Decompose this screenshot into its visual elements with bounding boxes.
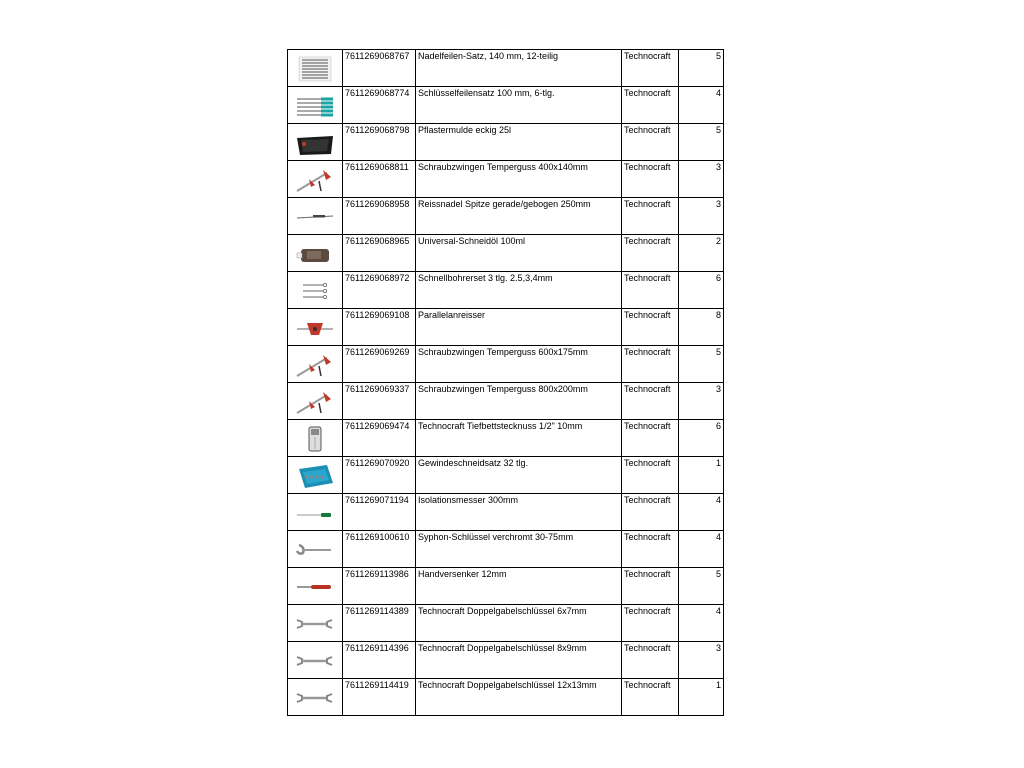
- ean-cell: 7611269068958: [343, 198, 416, 235]
- table-row: [288, 494, 724, 531]
- product-image-cell: [288, 420, 343, 457]
- table-row: [288, 87, 724, 124]
- siphon-wrench-icon: [293, 535, 337, 565]
- table-row: [288, 642, 724, 679]
- ean-cell: 7611269068767: [343, 50, 416, 87]
- description-cell: Gewindeschneidsatz 32 tlg.: [416, 457, 622, 494]
- product-image-cell: [288, 272, 343, 309]
- brand-cell: Technocraft: [622, 346, 679, 383]
- brand-cell: Technocraft: [622, 383, 679, 420]
- brand-cell: Technocraft: [622, 642, 679, 679]
- table-row: [288, 457, 724, 494]
- table-row: [288, 161, 724, 198]
- description-cell: Pflastermulde eckig 25l: [416, 124, 622, 161]
- description-cell: Schraubzwingen Temperguss 600x175mm: [416, 346, 622, 383]
- description-cell: Isolationsmesser 300mm: [416, 494, 622, 531]
- quantity-cell: 2: [679, 235, 724, 272]
- ean-cell: 7611269069269: [343, 346, 416, 383]
- table-row: [288, 346, 724, 383]
- product-image-cell: [288, 50, 343, 87]
- brand-cell: Technocraft: [622, 309, 679, 346]
- table-row: [288, 383, 724, 420]
- scriber-icon: [293, 202, 337, 232]
- open-end-wrench-icon: [293, 683, 337, 713]
- open-end-wrench-icon: [293, 646, 337, 676]
- ean-cell: 7611269068774: [343, 87, 416, 124]
- ean-cell: 7611269114419: [343, 679, 416, 716]
- needle-file-set-icon: [293, 54, 337, 84]
- brand-cell: Technocraft: [622, 50, 679, 87]
- ean-cell: 7611269113986: [343, 568, 416, 605]
- hand-countersink-icon: [293, 572, 337, 602]
- brand-cell: Technocraft: [622, 87, 679, 124]
- description-cell: Schlüsselfeilensatz 100 mm, 6-tlg.: [416, 87, 622, 124]
- product-image-cell: [288, 346, 343, 383]
- key-file-set-icon: [293, 91, 337, 121]
- product-image-cell: [288, 383, 343, 420]
- table-row: [288, 605, 724, 642]
- clamp-icon: [293, 165, 337, 195]
- quantity-cell: 1: [679, 679, 724, 716]
- drill-bit-set-icon: [293, 276, 337, 306]
- mortar-tub-icon: [293, 128, 337, 158]
- ean-cell: 7611269069337: [343, 383, 416, 420]
- clamp-icon: [293, 350, 337, 380]
- brand-cell: Technocraft: [622, 494, 679, 531]
- quantity-cell: 6: [679, 420, 724, 457]
- product-image-cell: [288, 235, 343, 272]
- product-image-cell: [288, 124, 343, 161]
- ean-cell: 7611269071194: [343, 494, 416, 531]
- product-table-body: [288, 50, 724, 716]
- ean-cell: 7611269114389: [343, 605, 416, 642]
- product-image-cell: [288, 198, 343, 235]
- description-cell: Schraubzwingen Temperguss 400x140mm: [416, 161, 622, 198]
- description-cell: Nadelfeilen-Satz, 140 mm, 12-teilig: [416, 50, 622, 87]
- table-row: [288, 679, 724, 716]
- product-image-cell: [288, 679, 343, 716]
- brand-cell: Technocraft: [622, 198, 679, 235]
- quantity-cell: 6: [679, 272, 724, 309]
- product-image-cell: [288, 568, 343, 605]
- quantity-cell: 3: [679, 198, 724, 235]
- brand-cell: Technocraft: [622, 457, 679, 494]
- ean-cell: 7611269100610: [343, 531, 416, 568]
- product-image-cell: [288, 531, 343, 568]
- product-image-cell: [288, 309, 343, 346]
- description-cell: Schnellbohrerset 3 tlg. 2.5,3,4mm: [416, 272, 622, 309]
- ean-cell: 7611269068965: [343, 235, 416, 272]
- product-image-cell: [288, 494, 343, 531]
- ean-cell: 7611269068811: [343, 161, 416, 198]
- table-row: [288, 568, 724, 605]
- quantity-cell: 3: [679, 161, 724, 198]
- quantity-cell: 4: [679, 531, 724, 568]
- quantity-cell: 8: [679, 309, 724, 346]
- brand-cell: Technocraft: [622, 531, 679, 568]
- product-image-cell: [288, 642, 343, 679]
- socket-icon: [293, 424, 337, 454]
- description-cell: Syphon-Schlüssel verchromt 30-75mm: [416, 531, 622, 568]
- ean-cell: 7611269068972: [343, 272, 416, 309]
- quantity-cell: 4: [679, 605, 724, 642]
- quantity-cell: 3: [679, 383, 724, 420]
- table-row: [288, 50, 724, 87]
- ean-cell: 7611269069474: [343, 420, 416, 457]
- brand-cell: Technocraft: [622, 235, 679, 272]
- description-cell: Parallelanreisser: [416, 309, 622, 346]
- description-cell: Technocraft Doppelgabelschlüssel 6x7mm: [416, 605, 622, 642]
- insulated-knife-icon: [293, 498, 337, 528]
- brand-cell: Technocraft: [622, 679, 679, 716]
- quantity-cell: 1: [679, 457, 724, 494]
- table-row: [288, 531, 724, 568]
- brand-cell: Technocraft: [622, 420, 679, 457]
- product-image-cell: [288, 605, 343, 642]
- table-row: [288, 420, 724, 457]
- marking-gauge-icon: [293, 313, 337, 343]
- description-cell: Technocraft Doppelgabelschlüssel 8x9mm: [416, 642, 622, 679]
- table-row: [288, 309, 724, 346]
- table-row: [288, 124, 724, 161]
- product-table: [287, 49, 724, 716]
- product-image-cell: [288, 457, 343, 494]
- oil-bottle-icon: [293, 239, 337, 269]
- brand-cell: Technocraft: [622, 568, 679, 605]
- description-cell: Handversenker 12mm: [416, 568, 622, 605]
- quantity-cell: 5: [679, 568, 724, 605]
- ean-cell: 7611269114396: [343, 642, 416, 679]
- product-image-cell: [288, 87, 343, 124]
- table-row: [288, 235, 724, 272]
- quantity-cell: 3: [679, 642, 724, 679]
- table-row: [288, 198, 724, 235]
- product-image-cell: [288, 161, 343, 198]
- quantity-cell: 5: [679, 50, 724, 87]
- ean-cell: 7611269070920: [343, 457, 416, 494]
- description-cell: Universal-Schneidöl 100ml: [416, 235, 622, 272]
- ean-cell: 7611269069108: [343, 309, 416, 346]
- quantity-cell: 4: [679, 87, 724, 124]
- description-cell: Reissnadel Spitze gerade/gebogen 250mm: [416, 198, 622, 235]
- quantity-cell: 4: [679, 494, 724, 531]
- brand-cell: Technocraft: [622, 124, 679, 161]
- brand-cell: Technocraft: [622, 605, 679, 642]
- description-cell: Technocraft Tiefbettstecknuss 1/2" 10mm: [416, 420, 622, 457]
- quantity-cell: 5: [679, 346, 724, 383]
- clamp-icon: [293, 387, 337, 417]
- ean-cell: 7611269068798: [343, 124, 416, 161]
- description-cell: Schraubzwingen Temperguss 800x200mm: [416, 383, 622, 420]
- table-row: [288, 272, 724, 309]
- brand-cell: Technocraft: [622, 272, 679, 309]
- quantity-cell: 5: [679, 124, 724, 161]
- open-end-wrench-icon: [293, 609, 337, 639]
- brand-cell: Technocraft: [622, 161, 679, 198]
- tap-die-set-icon: [293, 461, 337, 491]
- description-cell: Technocraft Doppelgabelschlüssel 12x13mm: [416, 679, 622, 716]
